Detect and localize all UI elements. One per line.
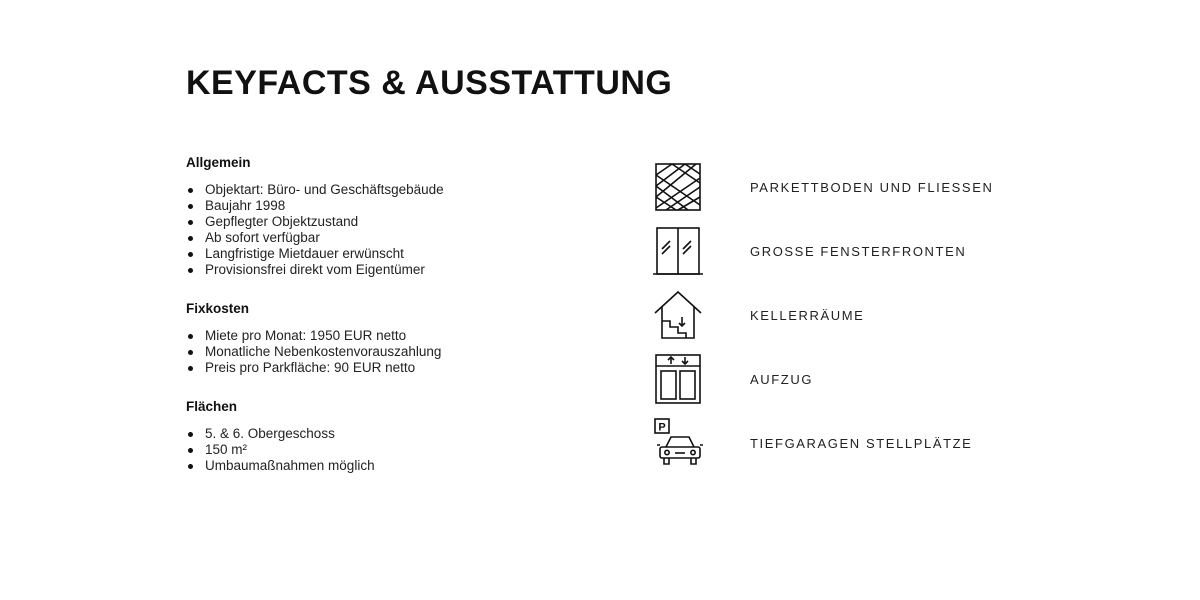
parking-garage-icon [652, 417, 704, 469]
feature-label: GROSSE FENSTERFRONTEN [750, 243, 967, 259]
feature-windows [652, 224, 1012, 278]
list-item: Langfristige Mietdauer erwünscht [205, 246, 606, 262]
list-item: Monatliche Nebenkostenvorauszahlung [205, 344, 606, 360]
feature-parking [652, 416, 1012, 470]
parquet-floor-icon [652, 161, 704, 213]
list-item: 150 m² [205, 442, 606, 458]
bullet-list [186, 426, 606, 474]
list-item: Preis pro Parkfläche: 90 EUR netto [205, 360, 606, 376]
feature-parquet [652, 160, 1012, 214]
list-item: Gepflegter Objektzustand [205, 214, 606, 230]
feature-label: AUFZUG [750, 371, 814, 387]
parking-sign-letter: P [658, 421, 666, 434]
list-item: Miete pro Monat: 1950 EUR netto [205, 328, 606, 344]
list-item: Objektart: Büro- und Geschäftsgebäude [205, 182, 606, 198]
bullet-list [186, 328, 606, 376]
list-item: Baujahr 1998 [205, 198, 606, 214]
list-item: Provisionsfrei direkt vom Eigentümer [205, 262, 606, 278]
feature-basement [652, 288, 1012, 342]
keyfacts-column [186, 154, 606, 496]
window-front-icon [652, 225, 704, 277]
features-column [652, 160, 1012, 480]
section-heading: Allgemein [186, 155, 251, 170]
basement-icon [652, 289, 704, 341]
feature-label: KELLERRÄUME [750, 307, 865, 323]
section-heading: Fixkosten [186, 301, 250, 316]
bullet-list [186, 182, 606, 278]
list-item: 5. & 6. Obergeschoss [205, 426, 606, 442]
list-item: Umbaumaßnahmen möglich [205, 458, 606, 474]
list-item: Ab sofort verfügbar [205, 230, 606, 246]
page-title: KEYFACTS & AUSSTATTUNG [186, 64, 673, 102]
section-flaechen [186, 398, 606, 474]
section-fixkosten [186, 300, 606, 376]
elevator-icon [652, 353, 704, 405]
section-heading: Flächen [186, 399, 238, 414]
section-allgemein [186, 154, 606, 278]
feature-elevator [652, 352, 1012, 406]
feature-label: PARKETTBODEN UND FLIESSEN [750, 179, 994, 195]
feature-label: TIEFGARAGEN STELLPLÄTZE [750, 435, 973, 451]
